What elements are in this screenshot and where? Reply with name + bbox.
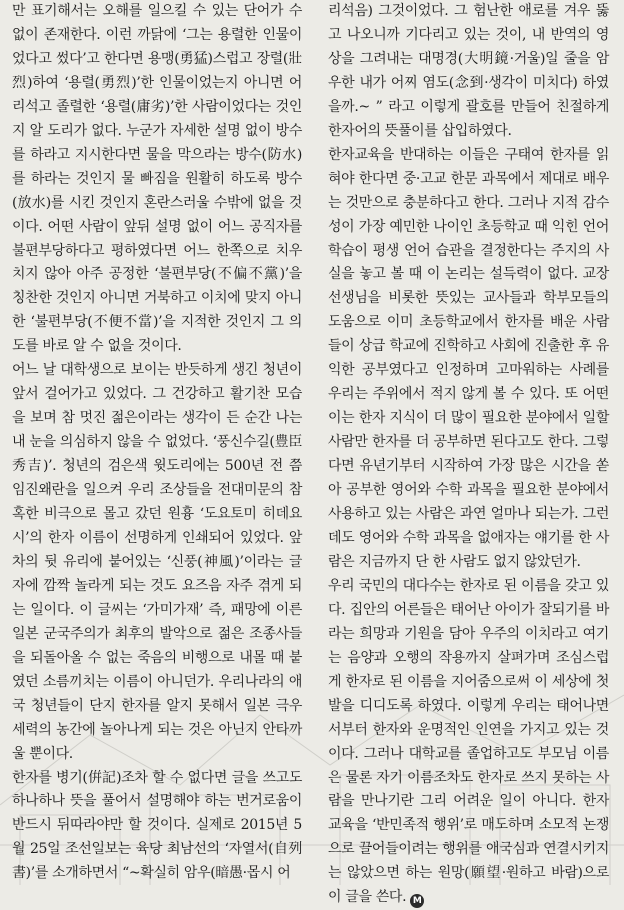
article-end-mark: M [410,894,424,908]
left-paragraph-1: 만 표기해서는 오해를 일으킬 수 있는 단어가 수없이 존재한다. 이런 까닭에 ‘그는 용렬한 인물이었다고 썼다’고 한다면 용맹(勇猛)스럽고 장렬(壯烈)하여 ‘용렬(勇烈)’한 인물이었는지 아니면 어리석고 졸렬한 ‘용렬(庸劣)’한 사람이었다는 것인지 알 도리가 없다. 누군가 자세한 설명 없이 방수를 하라고 지시한다면 물을 막으라는 방수(防水)를 하라는 것인지 물 빠짐을 원활히 하도록 방수(放水)를 시킨 것인지 혼란스러울 수밖에 없을 것이다. 어떤 사람이 앞뒤 설명 없이 어느 공직자를 불편부당하다고 평하였다면 어느 한쪽으로 치우치지 않아 아주 공정한 ‘불편부당(不偏不黨)’을 칭찬한 것인지 아니면 거북하고 이치에 맞지 아니한 ‘불편부당(不便不當)’을 지적한 것인지 그 의도를 바로 알 수 없을 것이다. [12,3,302,355]
right-paragraph-1: 리석음) 그것이었다. 그 험난한 애로를 겨우 뚫고 나오니까 기다리고 있는 것이, 내 반역의 영상을 그려내는 대명경(大明鏡·거울)일 줄을 암우한 내가 어찌 염도(念到·생각이 미치다) 하였을까.~ ” 라고 이렇게 괄호를 만들어 친절하게 한자어의 뜻풀이를 삽입하였다. [328,3,609,139]
left-column [12,0,302,886]
left-paragraph-3: 한자를 병기(倂記)조차 할 수 없다면 글을 쓰고도 하나하나 뜻을 풀어서 설명해야 하는 번거로움이 반드시 뒤따라야만 할 것이다. 실제로 2015년 5월 25일 조선일보는 육당 최남선의 ‘자열서(自列書)’를 소개하면서 “~확실히 암우(暗愚·몹시 어 [12,769,302,882]
right-paragraph-3 [328,575,609,910]
right-paragraph-2: 한자교육을 반대하는 이들은 구태여 한자를 읽혀야 한다면 중·고교 한문 과목에서 제대로 배우는 것만으로 충분하다고 한다. 그러나 지적 감수성이 가장 예민한 나이인 초등학교 때 익힌 언어학습이 평생 언어 습관을 결정한다는 주지의 사실을 놓고 볼 때 이 논리는 설득력이 없다. 교장 선생님을 비롯한 뜻있는 교사들과 학부모들의 도움으로 이미 초등학교에서 한자를 배운 사람들이 상급 학교에 진학하고 사회에 진출한 후 유익한 공부였다고 인정하며 고마워하는 사례를 우리는 주위에서 적지 않게 볼 수 있다. 또 어떤 이는 한자 지식이 더 많이 필요한 분야에서 일할 사람만 한자를 더 공부하면 된다고도 한다. 그렇다면 유년기부터 시작하여 가장 많은 시간을 쏟아 공부한 영어와 수학 과목을 필요한 분야에서 사용하고 있는 사람은 과연 얼마나 되는가. 그런데도 영어와 수학 과목을 없애자는 얘기를 한 사람은 지금까지 단 한 사람도 없지 않았던가. [328,146,609,570]
right-column [328,0,609,910]
right-paragraph-3-text: 우리 국민의 대다수는 한자로 된 이름을 갖고 있다. 집안의 어른들은 태어난 아이가 잘되기를 바라는 희망과 기원을 담아 우주의 이치라고 여기는 음양과 오행의 작용까지 살펴가며 조심스럽게 한자로 된 이름을 지어줌으로써 이 세상에 첫 발을 디디도록 하였다. 이렇게 우리는 태어나면서부터 한자와 운명적인 인연을 가지고 있는 것이다. 그러나 대학교를 졸업하고도 부모님 이름은 물론 자기 이름조차도 한자로 쓰지 못하는 사람을 만나기란 그리 어려운 일이 아니다. 한자 교육을 ‘반민족적 행위’로 매도하며 소모적 논쟁으로 끌어들이려는 행위를 애국심과 연결시키지는 않았으면 하는 원망(願望·원하고 바람)으로 이 글을 쓴다. [328,577,609,906]
left-paragraph-2: 어느 날 대학생으로 보이는 반듯하게 생긴 청년이 앞서 걸어가고 있었다. 그 건강하고 활기찬 모습을 보며 참 멋진 젊은이라는 생각이 든 순간 나는 내 눈을 의심하지 않을 수 없었다. ‘풍신수길(豊臣秀吉)’. 청년의 검은색 윗도리에는 500년 전 쯤 임진왜란을 일으켜 우리 조상들을 전대미문의 참혹한 비극으로 몰고 갔던 원흉 ‘도요토미 히데요시’의 한자 이름이 선명하게 인쇄되어 있었다. 앞차의 뒷 유리에 붙어있는 ‘신풍(神風)’이라는 글자에 깜짝 놀라게 되는 것도 요즈음 자주 겪게 되는 일이다. 이 글씨는 ‘가미가재’ 즉, 패망에 이른 일본 군국주의가 최후의 발악으로 젊은 조종사들을 되돌아올 수 없는 죽음의 비행으로 내몰 때 붙였던 소름끼치는 이름이 아니던가. 우리나라의 애국 청년들이 단지 한자를 알지 못해서 일본 극우 세력의 농간에 놀아나게 되는 것은 아닌지 안타까울 뿐이다. [12,362,302,762]
